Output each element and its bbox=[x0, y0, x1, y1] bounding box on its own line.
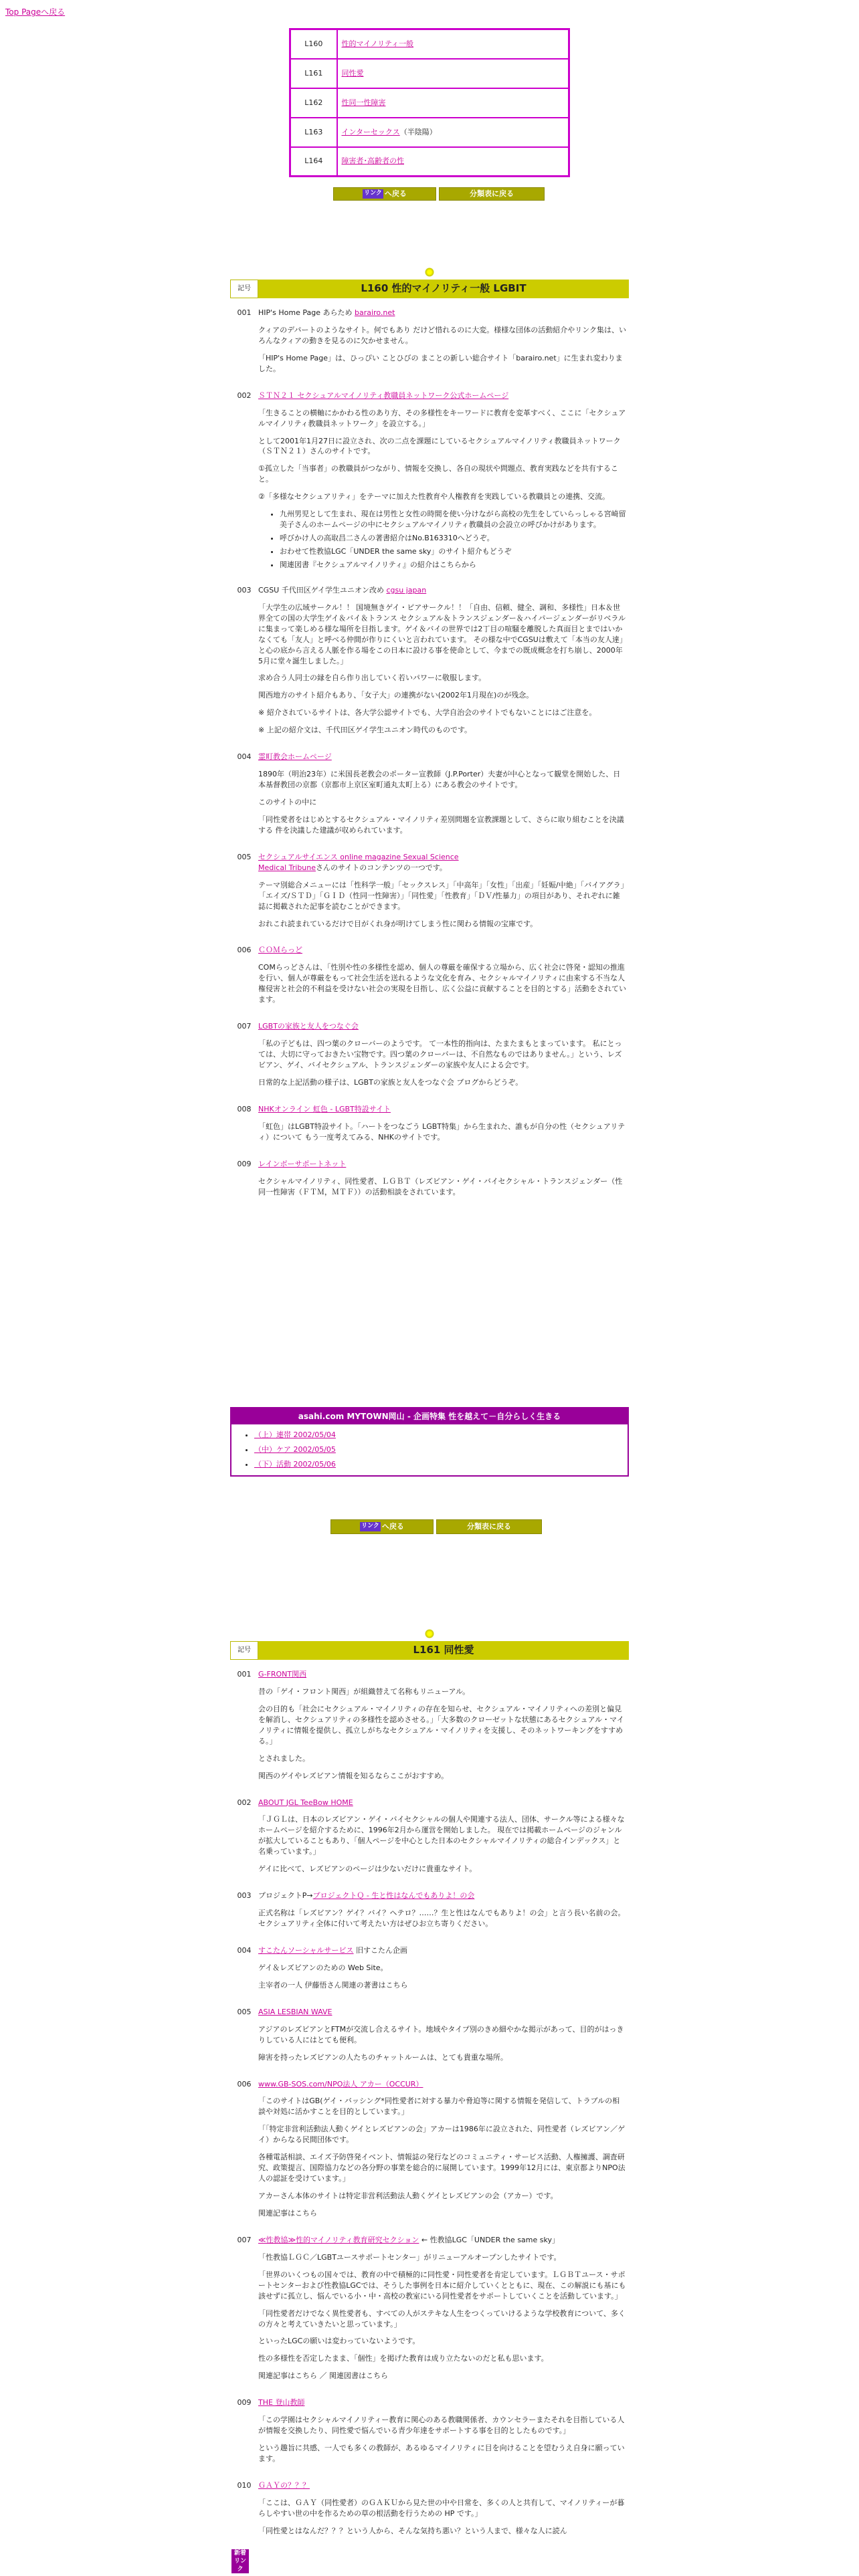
entry-head bbox=[258, 2397, 626, 2408]
entry-text: 「虹色」はLGBT特設サイト。「ハートをつなごう LGBT特集」から生まれた、誰もが自分の性（セクシュアリティ）について もう一度考えてみる、NHKのサイトです。 bbox=[258, 1121, 626, 1142]
entry-text: 「HIP's Home Page」は、ひっぴい ことひびの まことの新しい総合サイト「barairo.net」に生まれ変わりました。 bbox=[258, 353, 623, 373]
category-label: 分類表に戻る bbox=[467, 1522, 511, 1531]
link-entry bbox=[230, 1021, 629, 1095]
entry-bullet: • おわせて性教協LGC「UNDER the same sky」のサイト紹介もどうぞ bbox=[280, 546, 626, 557]
index-link[interactable]: インターセックス bbox=[341, 127, 400, 136]
back-label: へ戻る bbox=[381, 1522, 404, 1531]
entry-body bbox=[258, 2397, 629, 2471]
top-page-link[interactable]: Top Pageへ戻る bbox=[5, 7, 66, 17]
link-entry bbox=[230, 391, 629, 576]
index-cell bbox=[337, 147, 569, 177]
entry-text: ①孤立した「当事者」の教職員がつながり、情報を交換し、各自の現状や問題点、教育実践などを共有すること。 bbox=[258, 464, 618, 484]
entry-text: COMらっどさんは、「性別や性の多様性を認め、個人の尊厳を確保する立場から、広く社会に啓発・認知の推進を行い、個人が尊厳をもって社会生活を送れるような文化を育み、セクシャルマイノリティに由来する不当な人権侵害と社会的不利益を受けない社会の実現を目指し、広く公益に貢献することを目的とする」活動をされています。 bbox=[258, 963, 626, 1004]
entry-text: 正式名称は「レズビアン？ゲイ？バイ？ヘテロ？……？生と性はなんでもありよ！の会」と言う長い名前の会。セクシュアリティ全体に付いて考えたい方はぜひお立ち寄りください。 bbox=[258, 1909, 626, 1928]
entry-link[interactable]: barairo.net bbox=[355, 308, 395, 317]
entry-pre: HIP's Home Page あらため bbox=[258, 308, 355, 317]
entry-body bbox=[258, 391, 629, 576]
asahi-link[interactable]: （上）連帯 2002/05/04 bbox=[254, 1430, 336, 1439]
index-row bbox=[290, 88, 569, 118]
entry-number: 003 bbox=[237, 585, 252, 595]
entry-number: 006 bbox=[237, 946, 252, 955]
entry-text: 日常的な上記活動の様子は、LGBTの家族と友人をつなぐ会 ブログからどうぞ。 bbox=[258, 1077, 523, 1087]
entry-number: 005 bbox=[237, 852, 252, 861]
entry-text: 昔の「ゲイ・フロント関西」が組織替えて名称もリニューアル。 bbox=[258, 1687, 470, 1696]
section-title: L160 性的マイノリティ一般 LGBIT bbox=[258, 280, 629, 298]
asahi-link[interactable]: （中）ケア 2002/05/05 bbox=[254, 1444, 336, 1454]
asahi-title: asahi.com MYTOWN岡山 - 企画特集 性を越えて－自分らしく生きる bbox=[231, 1408, 628, 1424]
entry-text: アジアのレズビアンとFTMが交流し合えるサイト。地域やタイプ別のきめ細やかな掲示があって、目的がはっきりしている人にはとても便利。 bbox=[258, 2024, 624, 2044]
entry-number: 007 bbox=[237, 1022, 252, 1031]
entry-text: 「「特定非営利活動法人動くゲイとレズビアンの会」アカーは1986年に設立された、同性愛者（レズビアン／ゲイ）からなる民間団体です。 bbox=[258, 2125, 626, 2145]
back-to-links-button[interactable] bbox=[333, 187, 436, 201]
entry-link[interactable]: すこたんソーシャルサービス bbox=[258, 1945, 354, 1955]
entry-text: 「同性愛者だけでなく異性愛者も、すべての人がステキな人生をつくっていけるような学校教育について、多くの方々と考えていきたいと思っています。」 bbox=[258, 2309, 626, 2329]
entry-pre: プロジェクトP→ bbox=[258, 1891, 313, 1901]
back-to-category-button[interactable] bbox=[436, 1519, 542, 1534]
link-entry bbox=[230, 585, 629, 742]
entry-head bbox=[258, 945, 626, 956]
asahi-link[interactable]: （下）活動 2002/05/06 bbox=[254, 1459, 336, 1469]
entry-body bbox=[258, 308, 629, 381]
entry-text: 「性教協ＬＧＣ／LGBTユースサポートセンター」がリニューアルオープンしたサイトです。 bbox=[258, 2252, 561, 2262]
link-entry bbox=[230, 2397, 629, 2471]
entry-number: 001 bbox=[237, 308, 252, 317]
entry-head bbox=[258, 1159, 626, 1170]
entry-head bbox=[258, 1891, 626, 1901]
entry-body bbox=[258, 2235, 629, 2388]
link-entry bbox=[230, 1798, 629, 1882]
nav-buttons-top bbox=[333, 187, 545, 201]
entry-text: 関西のゲイやレズビアン情報を知るならここがおすすめ。 bbox=[258, 1771, 449, 1780]
entry-body bbox=[258, 1021, 629, 1095]
entry-text: ②「多様なセクシュアリティ」をテーマに加えた性教育や人権教育を実践している教職員との連携、交流。 bbox=[258, 492, 610, 502]
entry-number: 002 bbox=[237, 1798, 252, 1807]
entry-head bbox=[258, 585, 626, 596]
section-header bbox=[230, 1641, 629, 1660]
entry-text: 各種電話相談、エイズ予防啓発イベント、情報誌の発行などのコミュニティ・サービス活動、人権擁護、調査研究、政策提言、国際協力などの各分野の事業を総合的に展開しています。1999年12月には、東京都よりNPO法人の認証を受けています。」 bbox=[258, 2153, 626, 2183]
entry-link[interactable]: NHKオンライン 虹色 - LGBT特設サイト bbox=[258, 1104, 391, 1113]
link-tag: リンク bbox=[363, 189, 383, 198]
index-row bbox=[290, 59, 569, 88]
index-row bbox=[290, 118, 569, 147]
index-code: L164 bbox=[290, 147, 337, 177]
index-link[interactable]: 障害者･高齢者の性 bbox=[341, 156, 404, 166]
entry-link[interactable]: セクシュアルサイエンス online magazine Sexual Science bbox=[258, 852, 459, 861]
entry-link[interactable]: ＳＴＮ２１ セクシュアルマイノリティ教職員ネットワーク公式ホームページ bbox=[258, 391, 509, 400]
index-cell bbox=[337, 59, 569, 88]
entry-bullet: • 九州男児として生まれ、現在は男性と女性の時間を使い分けながら高校の先生をしていらっしゃる宮崎留美子さんのホームページの中にセクシュアルマイノリティ教職員の会設立の呼びかけがあります。 bbox=[280, 509, 626, 530]
index-code: L162 bbox=[290, 88, 337, 118]
flower-icon bbox=[425, 1629, 434, 1638]
entry-text: セクシャルマイノリティ、同性愛者、ＬＧＢＴ（レズビアン・ゲイ・バイセクシャル・トランスジェンダー（性同一性障害（ＦＴＭ，ＭＴＦ））の活動相談をされています。 bbox=[258, 1176, 623, 1196]
entry-number: 007 bbox=[237, 2235, 252, 2244]
entry-text: として2001年1月27日に設立され、次の二点を課題にしているセクシュアルマイノリティ教職員ネットワーク（ＳＴＮ２１）さんのサイトです。 bbox=[258, 436, 621, 456]
link-entry bbox=[230, 1945, 629, 1998]
nav-buttons-mid bbox=[330, 1519, 542, 1534]
entry-link[interactable]: www.GB-SOS.com/NPO法人 アカー（OCCUR） bbox=[258, 2079, 423, 2088]
index-row bbox=[290, 147, 569, 177]
entry-text: 1890年（明治23年）に米国長老教会のポーター宣教師（J.P.Porter）夫妻が中心となって観堂を開始した、日本基督教団の京都（京都市上京区室町通丸太町上る）にある教会のサイトです。 bbox=[258, 770, 621, 790]
entry-head bbox=[258, 1104, 626, 1115]
index-link[interactable]: 性的マイノリティ一般 bbox=[341, 39, 414, 48]
section-l161 bbox=[230, 1629, 629, 2543]
entry-text: 関連記事はこちら bbox=[258, 2208, 317, 2218]
entry-head bbox=[258, 1021, 626, 1032]
asahi-item bbox=[254, 1444, 628, 1455]
category-index-table bbox=[289, 28, 570, 177]
index-cell bbox=[337, 118, 569, 147]
entry-text: という趣旨に共感、一人でも多くの教師が、あるゆるマイノリティに目を向けることを望むうえ自身に願っています。 bbox=[258, 2444, 625, 2463]
entry-body bbox=[258, 1159, 629, 1204]
entry-head bbox=[258, 2235, 626, 2246]
entry-text: 「このサイトはGB(ゲイ・バッシング*同性愛者に対する暴力や脅迫等に関する情報を発信して、トラブルの相談や対処に活かすことを目的としています。」 bbox=[258, 2097, 620, 2117]
link-entry bbox=[230, 2079, 629, 2226]
back-label: へ戻る bbox=[384, 189, 407, 199]
entry-head bbox=[258, 1669, 626, 1680]
asahi-item bbox=[254, 1430, 628, 1440]
entry-text: 関西地方のサイト紹介もあり、「女子大」の連携がない(2002年1月現在)のが残念。 bbox=[258, 691, 534, 700]
index-note: （半陰陽） bbox=[399, 127, 437, 136]
entry-text: アカーさん本体のサイトは特定非営利活動法人動くゲイとレズビアンの会（アカー）です。 bbox=[258, 2191, 558, 2200]
entry-text: といったLGCの願いは変わっていないようです。 bbox=[258, 2337, 420, 2346]
entry-body bbox=[258, 2079, 629, 2226]
link-entry bbox=[230, 1891, 629, 1936]
link-entry bbox=[230, 752, 629, 843]
entry-text: このサイトの中に bbox=[258, 798, 317, 807]
entry-post: さんのサイトのコンテンツの一つです。 bbox=[316, 863, 447, 872]
index-code: L161 bbox=[290, 59, 337, 88]
entry-text: 「同性愛者をはじめとするセクシュアル・マイノリティ差別問題を宣教課題として、さらに取り組むことを決議する 件を決議した建議が収められています。 bbox=[258, 815, 624, 835]
entry-text: 「ここは、ＧＡＹ（同性愛者）のＧＡＫＵから見た世の中や日常を、多くの人と共有して、マイノリティーが暮らしやすい世の中を作るための草の根活動を行うための HP です。」 bbox=[258, 2498, 625, 2518]
entry-link[interactable]: プロジェクトＱ - 生と性はなんでもありよ！の会 bbox=[312, 1891, 475, 1901]
link-entry bbox=[230, 1104, 629, 1150]
entry-text: ゲイ＆レズビアンのための Web Site。 bbox=[258, 1963, 388, 1972]
entry-number: 002 bbox=[237, 391, 252, 400]
entry-text: 「この学園はセクシャルマイノリティー教育に関心のある教職関係者、カウンセラーまたそれを目指している人が情報を交換したり、同性愛で悩んでいる青少年達をサポートする事を目的としたものです。」 bbox=[258, 2416, 625, 2436]
entry-link[interactable]: ≪性教協≫性的マイノリティ教育研究セクション bbox=[258, 2235, 419, 2244]
entry-text: 求め合う人同士の縁を自ら作り出していく若いパワーに敬服します。 bbox=[258, 673, 486, 683]
entry-body bbox=[258, 1104, 629, 1150]
entry-link-secondary[interactable]: Medical Tribune bbox=[258, 863, 316, 872]
entry-text: 関連記事はこちら ／ 関連図書はこちら bbox=[258, 2371, 388, 2381]
entry-text: 「ＪＧＬは、日本のレズビアン・ゲイ・バイセクシャルの個人や関連する法人、団体、サークル等による様々なホームページを紹介するために、1996年2月から運営を開始しました。 現在では掲載ホームページのジャンルが拡大していることもあり、「個人ページを中心とした日本のセクシャルマイノリティの総合インデックス」と名乗っています。」 bbox=[258, 1815, 625, 1856]
link-entry bbox=[230, 852, 629, 936]
entry-head bbox=[258, 2079, 626, 2090]
entry-head bbox=[258, 752, 626, 762]
entry-text: とされました。 bbox=[258, 1753, 310, 1763]
entry-head bbox=[258, 308, 626, 318]
category-label: 分類表に戻る bbox=[470, 189, 514, 199]
entry-text: 性の多様性を否定したまま、「個性」を掲げた教育は成り立たないのだと私も思います。 bbox=[258, 2354, 549, 2363]
index-link[interactable]: 性同一性障害 bbox=[341, 98, 386, 107]
link-entry bbox=[230, 945, 629, 1012]
entry-body bbox=[258, 585, 629, 742]
index-row bbox=[290, 29, 569, 59]
entry-post: ← 性教協LGC「UNDER the same sky」 bbox=[419, 2235, 559, 2244]
entry-link[interactable]: ＧＡＹの？？？ bbox=[258, 2480, 310, 2490]
entry-link[interactable]: ABOUT JGL TeeBow HOME bbox=[258, 1798, 353, 1807]
section-title: L161 同性愛 bbox=[258, 1641, 629, 1660]
entry-body bbox=[258, 2007, 629, 2070]
entry-text: 「私の子どもは、四つ葉のクローバーのようです。 て一本性的指向は、たまたまもとまっています。 私にとっては、大切に守っておきたい宝物です。四つ葉のクローバーは、不自然なものではありません。」という、レズビアン、ゲイ、バイセクシュアル、トランスジェンダーの家族や友人による会です。 bbox=[258, 1039, 622, 1069]
entry-number: 003 bbox=[237, 1891, 252, 1901]
entry-body bbox=[258, 752, 629, 843]
back-to-links-button[interactable] bbox=[330, 1519, 434, 1534]
entry-number: 004 bbox=[237, 752, 252, 762]
link-entry bbox=[230, 1159, 629, 1204]
asahi-feature-box bbox=[230, 1407, 629, 1477]
entry-post: 旧すこたん企画 bbox=[353, 1945, 408, 1955]
entry-text: ※ 上記の紹介文は、千代田区ゲイ学生ユニオン時代のものです。 bbox=[258, 726, 472, 735]
entry-link[interactable]: cgsu japan bbox=[386, 585, 427, 595]
entry-text: 「大学生の広域サークル！！ 国境無きゲイ・ピアサークル！！「自由、信頼、健全、調和、多様性」日本＆世界全ての国の大学生ゲイ＆バイ＆トランス セクシュアル＆トランスジェンダー＆ハイパージェンダーがリベラルに集まって楽しめる様な場所を目指します。ゲイ＆バイの世界では2丁目の喧騒を離脱した真面目とまではいかなくても「友人」と呼べる仲間が作りにくいと言われています。 その様な中でCGSUは敷えて「本当の友人達」と心の底から言える人脈を作る場をこの日本に設ける事を使命として、今までの既成概念を打ち崩し、2000年5月に堂々誕生しました。」 bbox=[258, 603, 626, 665]
entry-pre: CGSU 千代田区ゲイ学生ユニオン改め bbox=[258, 585, 387, 595]
entry-number: 001 bbox=[237, 1670, 252, 1679]
entry-head bbox=[258, 2480, 626, 2491]
entry-text: ※ 紹介されているサイトは、各大学公認サイトでも、大学自治会のサイトでもないことにはご注意を。 bbox=[258, 708, 597, 718]
index-code: L160 bbox=[290, 29, 337, 59]
entry-head bbox=[258, 852, 626, 873]
entry-text: 「生きることの横軸にかかわる性のあり方、その多様性をキーワードに教育を変革すべく、ここに「セクシュアルマイノリティ教職員ネットワーク」を設立する。」 bbox=[258, 408, 626, 428]
entry-text: ゲイに比べて、レズビアンのページは少ないだけに貴重なサイト。 bbox=[258, 1864, 477, 1874]
section-l160 bbox=[230, 267, 629, 1204]
entry-number: 005 bbox=[237, 2007, 252, 2016]
link-tag: リンク bbox=[360, 1522, 381, 1531]
entry-bullets bbox=[270, 509, 626, 570]
entry-head bbox=[258, 1798, 626, 1808]
entry-number: 009 bbox=[237, 1159, 252, 1168]
entry-text: クィアのデパートのようなサイト。何でもあり だけど惜れるのに大変。様様な団体の活動紹介やリンク集は、いろんなクィアの動きを見るのに欠かせません。 bbox=[258, 325, 626, 345]
link-entry bbox=[230, 2480, 629, 2543]
entry-text: テーマ別総合メニューには「性科学一般」「セックスレス」「中高年」「女性」「出産」「妊娠/中絶」「バイアグラ」「エイズ/ＳＴＤ」「ＧＩＤ（性同一性障害）」「同性愛」「性教育」「ＤＶ/性暴力」の項目があり、それぞれに雑誌に掲載された記事を読むことができます。 bbox=[258, 880, 625, 911]
section-header bbox=[230, 280, 629, 298]
index-code: L163 bbox=[290, 118, 337, 147]
entry-number: 010 bbox=[237, 2480, 252, 2490]
entry-body bbox=[258, 1891, 629, 1936]
entry-head bbox=[258, 1945, 626, 1956]
entry-text: 障害を持ったレズビアンの人たちのチャットルームは、とても貴重な場所。 bbox=[258, 2052, 508, 2062]
link-entry bbox=[230, 1669, 629, 1788]
header-no: 記号 bbox=[230, 1641, 258, 1660]
entry-bullet: • 呼びかけ人の高取昌二さんの著書紹介はNo.B163310へどうぞ。 bbox=[280, 533, 626, 544]
asahi-item bbox=[254, 1459, 628, 1470]
entry-link[interactable]: G-FRONT関西 bbox=[258, 1670, 307, 1679]
entry-link[interactable]: THE 登山教師 bbox=[258, 2398, 305, 2407]
entry-body bbox=[258, 2480, 629, 2543]
entry-head bbox=[258, 391, 626, 401]
entry-number: 009 bbox=[237, 2398, 252, 2407]
entry-number: 006 bbox=[237, 2079, 252, 2088]
entry-text: 主宰者の一人 伊藤悟さん関連の著書はこちら bbox=[258, 1980, 408, 1990]
entry-text: おれこれ読まれているだけで目がくれ身が明けてしまう性に関わる情報の宝庫です。 bbox=[258, 919, 538, 928]
entry-bullet: • 関連図書『セクシュアルマイノリティ』の紹介はこちらから bbox=[280, 560, 626, 570]
header-no: 記号 bbox=[230, 280, 258, 298]
new-link-badge: 新着リンク bbox=[231, 2549, 249, 2573]
entry-link[interactable]: LGBTの家族と友人をつなぐ会 bbox=[258, 1022, 359, 1031]
entry-body bbox=[258, 1945, 629, 1998]
entry-body bbox=[258, 945, 629, 1012]
link-entry bbox=[230, 308, 629, 381]
entry-text: 会の目的も「社会にセクシュアル・マイノリティの存在を知らせ、セクシュアル・マイノリティへの差別と偏見を解消し、セクシュアリティの多様性を認めさせる。」「大多数のクローゼットな状態にあるセクシュアル・マイノリティに情報を提供し、孤立しがちなセクシュアル・マイノリティを支援し、そのネットワーキングをすすめる。」 bbox=[258, 1704, 624, 1745]
entry-text: 「世界のいくつもの国々では、教育の中で積極的に同性愛・同性愛者を肯定しています。ＬＧＢＴユース・サポートセンターおよび性教協LGCでは、そうした事例を日本に紹介していくとともに、現在、この解説にも基にも該せずに孤立し、悩んでいる小・中・高校の教室にいる同性愛者をサポートしていくことを活動しています。」 bbox=[258, 2270, 626, 2300]
entry-head bbox=[258, 2007, 626, 2018]
entry-text: 「同性愛とはなんだ？？？という人から、そんな気持ち悪い？という人まで、様々な人に読ん bbox=[258, 2526, 567, 2535]
entry-link[interactable]: レインボーサポートネット bbox=[258, 1159, 347, 1168]
entry-link[interactable]: ASIA LESBIAN WAVE bbox=[258, 2007, 332, 2016]
entry-body bbox=[258, 852, 629, 936]
link-entry bbox=[230, 2007, 629, 2070]
index-cell bbox=[337, 29, 569, 59]
entry-link[interactable]: 霊町教会ホームページ bbox=[258, 752, 332, 762]
entry-number: 008 bbox=[237, 1104, 252, 1113]
entry-body bbox=[258, 1669, 629, 1788]
flower-icon bbox=[425, 267, 434, 277]
entry-link[interactable]: ＣＯＭらっど bbox=[258, 946, 302, 955]
link-entry bbox=[230, 2235, 629, 2388]
back-to-category-button[interactable] bbox=[439, 187, 545, 201]
index-cell bbox=[337, 88, 569, 118]
entry-body bbox=[258, 1798, 629, 1882]
entry-number: 004 bbox=[237, 1945, 252, 1955]
index-link[interactable]: 同性愛 bbox=[341, 68, 364, 78]
